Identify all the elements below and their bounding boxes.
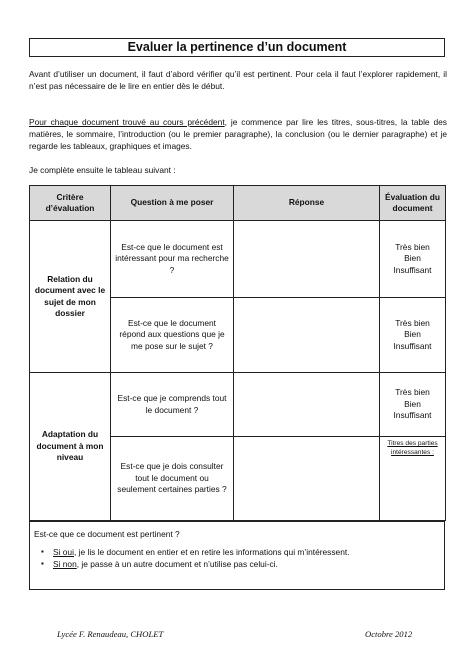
evaluation-table: [29, 185, 446, 521]
method-paragraph: [29, 116, 447, 153]
rating-option[interactable]: Bien: [404, 329, 421, 340]
question-cell: Est-ce que le document répond aux questions que je me pose sur le sujet ?: [111, 298, 234, 373]
rating-cell[interactable]: [380, 373, 446, 437]
answer-cell[interactable]: [234, 221, 380, 298]
no-label: Si non: [53, 559, 77, 569]
method-text: , je commence par lire les titres, sous-titres, la table des matières, le sommaire, l’introduction (ou le premier paragraphe), la conclusion (ou le dernier paragraphe) et je regarde les tableaux, graphiques et images.: [29, 117, 447, 152]
answer-cell[interactable]: [234, 298, 380, 373]
rating-option[interactable]: Insuffisant: [393, 264, 432, 275]
question-cell: Est-ce que je dois consulter tout le document ou seulement certaines parties ?: [111, 437, 234, 521]
rating-option[interactable]: Très bien: [395, 317, 430, 328]
rating-cell[interactable]: [380, 221, 446, 298]
answer-cell[interactable]: [234, 437, 380, 521]
parts-cell[interactable]: [380, 437, 446, 521]
footer-date: Octobre 2012: [365, 629, 413, 639]
footer-school: Lycée F. Renaudeau, CHOLET: [57, 629, 164, 639]
decision-list: [34, 546, 440, 570]
question-cell: Est-ce que je comprends tout le document ?: [111, 373, 234, 437]
rating-option[interactable]: Très bien: [395, 387, 430, 398]
header-evaluation: Évaluation du document: [380, 186, 446, 221]
document-title: Evaluer la pertinence d’un document: [29, 38, 445, 57]
complete-instruction: Je complète ensuite le tableau suivant :: [29, 165, 176, 175]
rating-option[interactable]: Bien: [404, 253, 421, 264]
rating-option[interactable]: Bien: [404, 398, 421, 409]
rating-option[interactable]: Insuffisant: [393, 340, 432, 351]
criterion-adaptation: Adaptation du document à mon niveau: [30, 373, 111, 521]
question-cell: Est-ce que le document est intéressant pour ma recherche ?: [111, 221, 234, 298]
rating-cell[interactable]: [380, 298, 446, 373]
table-row: [30, 221, 446, 298]
list-item: [53, 546, 440, 558]
answer-cell[interactable]: [234, 373, 380, 437]
header-criterion: Critère d’évaluation: [30, 186, 111, 221]
method-underlined-text: Pour chaque document trouvé au cours précédent: [29, 117, 225, 127]
criterion-relation: Relation du document avec le sujet de mon dossier: [30, 221, 111, 373]
rating-option[interactable]: Très bien: [395, 241, 430, 252]
table-row: [30, 373, 446, 437]
rating-option[interactable]: Insuffisant: [393, 410, 432, 421]
yes-label: Si oui: [53, 547, 74, 557]
table-header-row: [30, 186, 446, 221]
no-text: , je passe à un autre document et n’utilise pas celui-ci.: [76, 559, 278, 569]
list-item: [53, 558, 440, 570]
parts-label: Titres des parties intéressantes :: [387, 440, 438, 456]
header-question: Question à me poser: [111, 186, 234, 221]
header-answer: Réponse: [234, 186, 380, 221]
pertinence-question: Est-ce que ce document est pertinent ?: [34, 529, 180, 539]
pertinence-box: [29, 521, 445, 590]
yes-text: , je lis le document en entier et en retire les informations qui m’intéressent.: [73, 547, 350, 557]
intro-paragraph: Avant d’utiliser un document, il faut d’abord vérifier qu’il est pertinent. Pour cela il faut l’explorer rapidement, il n’est pas nécessaire de le lire en entier dès le début.: [29, 69, 447, 92]
